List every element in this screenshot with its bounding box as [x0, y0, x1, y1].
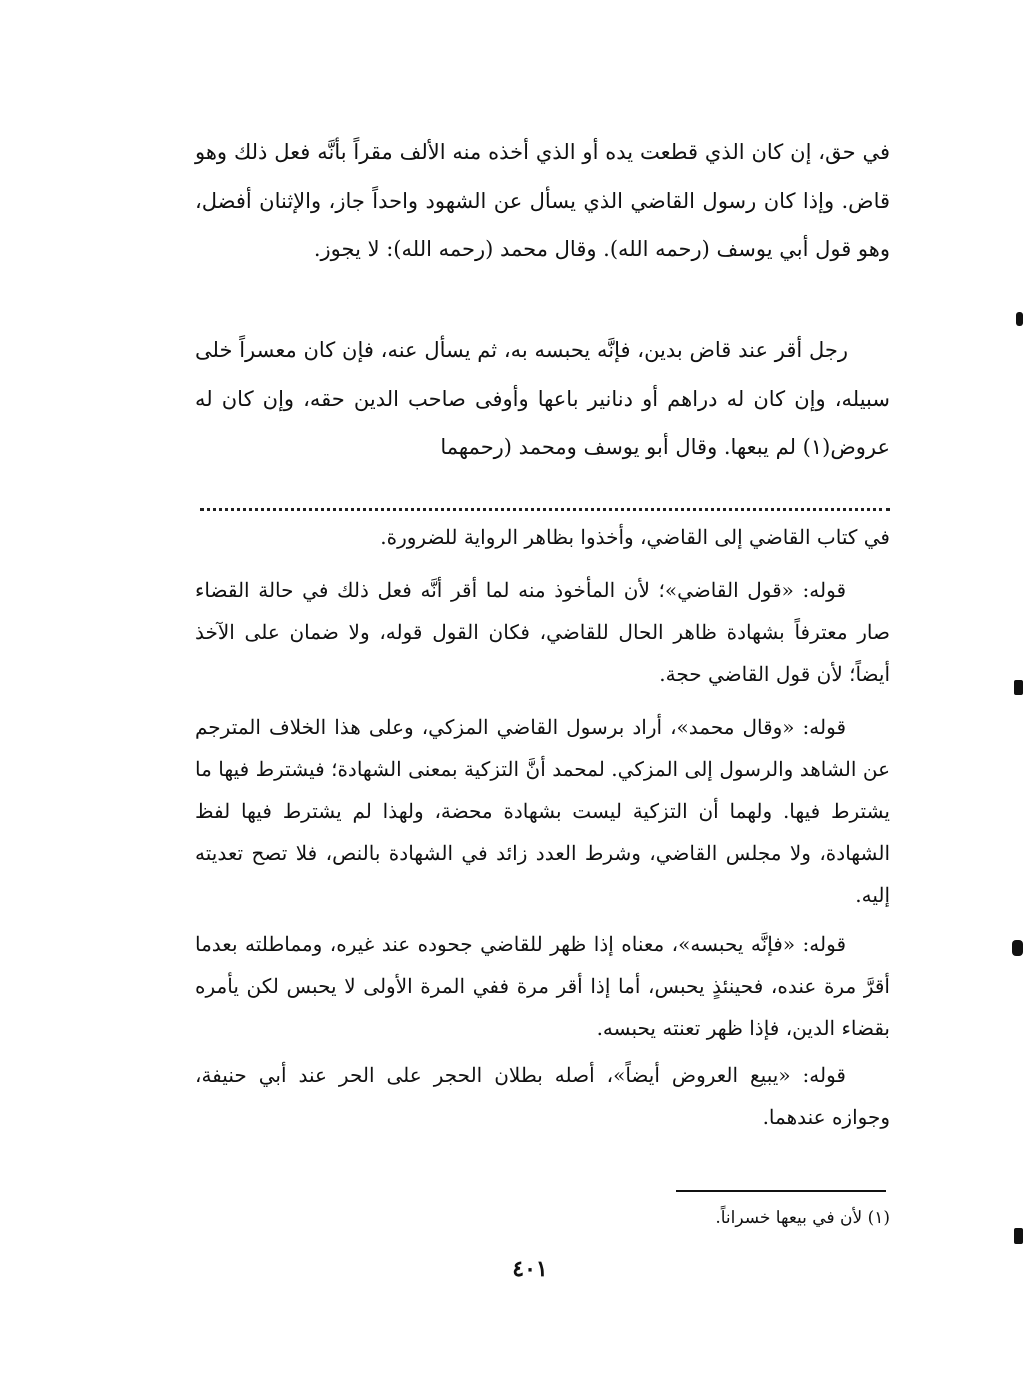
commentary-note-text: قوله: «قول القاضي»؛ لأن المأخوذ منه لما أقر أنَّه فعل ذلك في حالة القضاء صار معترفاً بشهادة ظاهر الحال للقاضي، فكان القول قوله، ولا ضمان على الآخذ أيضاً؛ لأن قول القاضي حجة. [195, 578, 890, 686]
commentary-intro [195, 516, 890, 558]
footnote: (١) لأن في بيعها خسراناً. [715, 1208, 890, 1228]
main-text-paragraph-1 [195, 128, 890, 274]
scan-edge-mark [1014, 680, 1023, 695]
commentary-note-1 [195, 569, 890, 695]
main-text-line-block: رجل أقر عند قاض بدين، فإنَّه يحبسه به، ثم يسأل عنه، فإن كان معسراً خلى سبيله، وإن كان له دراهم أو دنانير باعها وأوفى صاحب الدين حقه، وإن كان له عروض(١) لم يبعها. وقال أبو يوسف ومحمد (رحمهما [195, 338, 890, 459]
commentary-note-text: قوله: «يبيع العروض أيضاً»، أصله بطلان الحجر على الحر عند أبي حنيفة، وجوازه عندهما. [195, 1063, 890, 1129]
main-text-paragraph-2 [195, 326, 890, 472]
dotted-separator [200, 508, 890, 511]
commentary-note-2 [195, 706, 890, 916]
commentary-note-text: قوله: «وقال محمد»، أراد برسول القاضي المزكي، وعلى هذا الخلاف المترجم عن الشاهد والرسول إلى المزكي. لمحمد أنَّ التزكية بمعنى الشهادة؛ فيشترط فيها ما يشترط فيها. ولهما أن التزكية ليست بشهادة محضة، ولهذا لم يشترط فيها لفظ الشهادة، ولا مجلس القاضي، وشرط العدد زائد في الشهادة بالنص، فلا تصح تعديته إليه. [195, 715, 890, 907]
scan-edge-mark [1012, 940, 1023, 956]
commentary-note-text: قوله: «فإنَّه يحبسه»، معناه إذا ظهر للقاضي جحوده عند غيره، ومماطلته بعدما أقرَّ مرة عنده، فحينئذٍ يحبس، أما إذا أقر مرة ففي المرة الأولى لا يحبس لكن يأمره بقضاء الدين، فإذا ظهر تعنته يحبسه. [195, 932, 890, 1040]
main-text-line-block: في حق، إن كان الذي قطعت يده أو الذي أخذه منه الألف مقراً بأنَّه فعل ذلك وهو قاض. وإذا كان رسول القاضي الذي يسأل عن الشهود واحداً جاز، والإثنان أفضل، وهو قول أبي يوسف (رحمه الله). وقال محمد (رحمه الله): لا يجوز. [195, 140, 890, 261]
footnote-rule [676, 1190, 886, 1192]
commentary-note-4 [195, 1054, 890, 1138]
commentary-intro-text: في كتاب القاضي إلى القاضي، وأخذوا بظاهر الرواية للضرورة. [380, 525, 890, 549]
scan-edge-mark [1016, 312, 1023, 326]
page-number: ٤٠١ [512, 1256, 548, 1282]
scan-edge-mark [1014, 1228, 1023, 1244]
commentary-note-3 [195, 923, 890, 1049]
